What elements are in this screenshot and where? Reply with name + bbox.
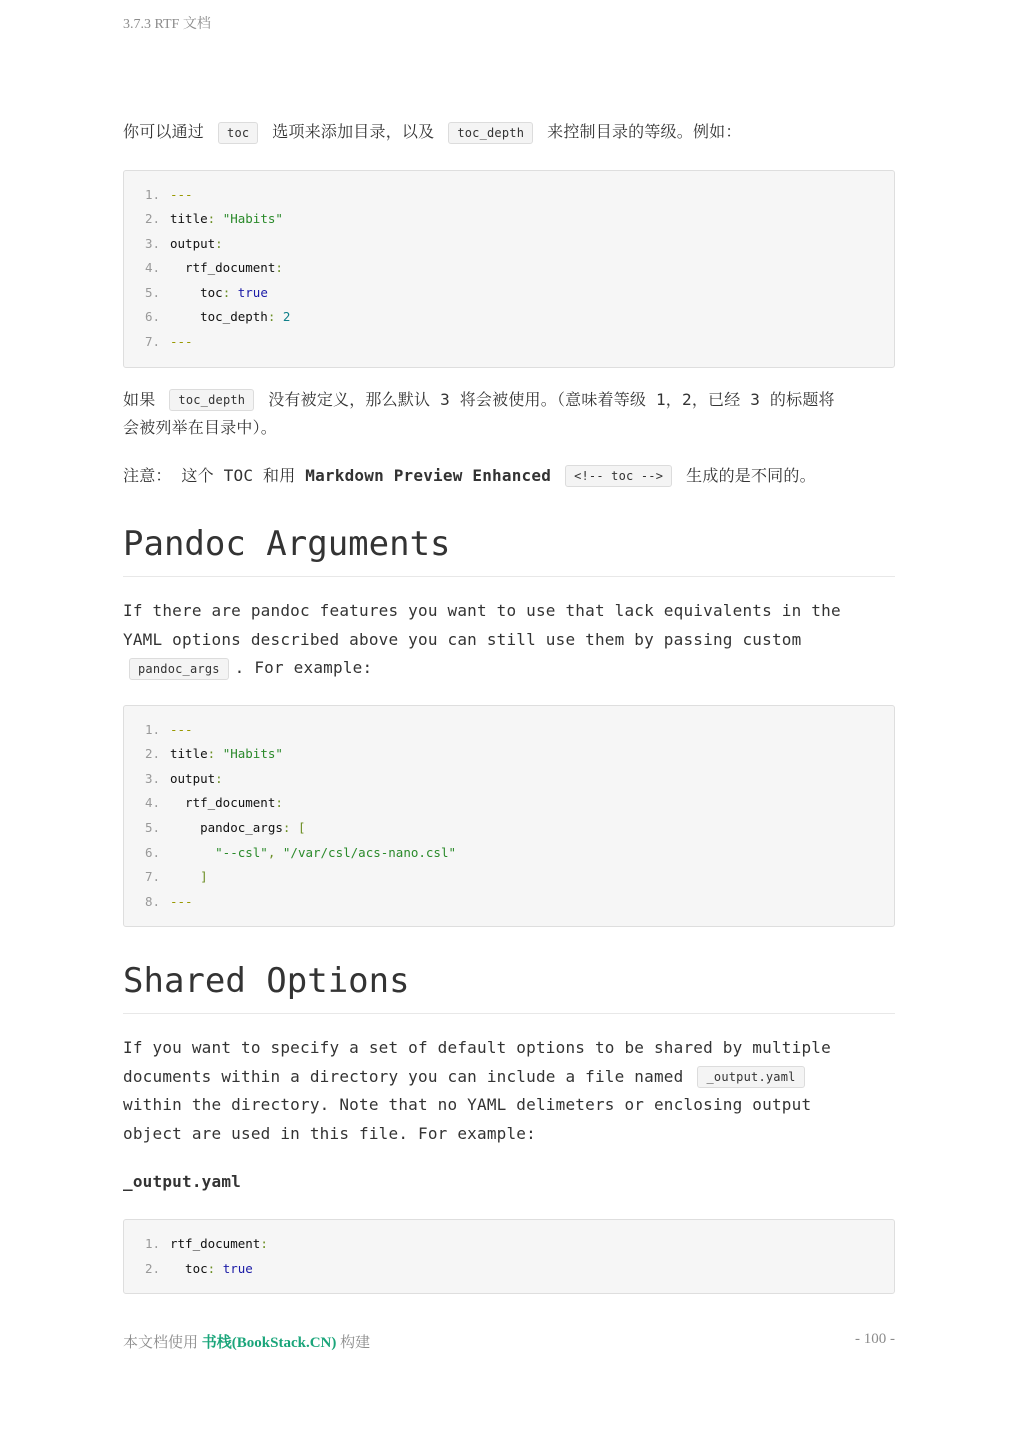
code-token — [170, 841, 215, 866]
code-token: rtf_document — [170, 1235, 261, 1251]
code-token: : — [275, 795, 283, 811]
code-token: : — [215, 235, 223, 251]
text: 你可以通过 — [123, 122, 205, 141]
inline-code: _output.yaml — [697, 1066, 804, 1088]
line-number: 1. — [144, 1235, 160, 1251]
heading-shared-options: Shared Options — [123, 961, 895, 1014]
text: 生成的是不同的。 — [686, 465, 816, 485]
text: object are used in this file. For example: — [123, 1123, 536, 1143]
bold-text: Markdown Preview Enhanced — [305, 465, 552, 485]
paragraph-toc-depth — [123, 386, 895, 443]
code-token: output — [170, 770, 216, 786]
code-block — [123, 705, 895, 928]
code-line — [124, 718, 894, 743]
code-token: true — [237, 284, 268, 300]
inline-code: pandoc_args — [129, 658, 229, 680]
paragraph-toc-intro — [123, 118, 895, 147]
line-number: 7. — [144, 869, 160, 885]
code-line — [124, 816, 894, 841]
code-line — [124, 767, 894, 792]
text: 会被列举在目录中）。 — [123, 418, 278, 438]
code-block — [123, 1219, 895, 1294]
text: 如果 — [123, 389, 156, 409]
code-token — [170, 865, 200, 890]
code-line — [124, 865, 894, 890]
code-token: ] — [200, 869, 208, 885]
code-token: : — [222, 284, 238, 300]
code-token: : — [215, 770, 223, 786]
code-token: 2 — [282, 309, 291, 325]
inline-code: toc_depth — [169, 389, 254, 411]
code-line — [124, 1232, 894, 1257]
code-token: toc_depth — [170, 309, 268, 325]
document-content — [123, 118, 895, 1294]
page-header: 3.7.3 RTF 文档 — [123, 17, 211, 32]
code-token: toc — [170, 1260, 208, 1276]
code-token: pandoc_args — [170, 820, 283, 836]
paragraph-pandoc-args — [123, 597, 895, 683]
code-token: : — [207, 1260, 223, 1276]
line-number: 2. — [144, 746, 160, 762]
code-token: "--csl" — [215, 844, 268, 860]
line-number: 3. — [144, 235, 160, 251]
line-number: 3. — [144, 770, 160, 786]
code-line — [124, 330, 894, 355]
code-token: toc — [170, 284, 223, 300]
line-number: 8. — [144, 893, 160, 909]
code-token: "Habits" — [222, 746, 283, 762]
line-number: 6. — [144, 844, 160, 860]
inline-code: toc — [218, 122, 258, 144]
text: If you want to specify a set of default options to be shared by multiple — [123, 1038, 831, 1058]
code-token: : — [260, 1235, 268, 1251]
line-number: 7. — [144, 334, 160, 350]
text: 没有被定义，那么默认 3 将会被使用。（意味着等级 1，2，已经 3 的标题将 — [268, 389, 835, 409]
code-token: rtf_document — [170, 260, 276, 276]
code-token: , — [267, 844, 283, 860]
code-token: : — [207, 211, 223, 227]
line-number: 2. — [144, 1260, 160, 1276]
code-token: --- — [170, 186, 193, 202]
code-token: --- — [170, 893, 193, 909]
line-number: 6. — [144, 309, 160, 325]
line-number: 5. — [144, 284, 160, 300]
code-line — [124, 841, 894, 866]
code-line — [124, 207, 894, 232]
code-token: "Habits" — [222, 211, 283, 227]
code-token: : [ — [282, 820, 306, 836]
text: If there are pandoc features you want to use that lack equivalents in the — [123, 601, 841, 621]
code-line — [124, 281, 894, 306]
paragraph-note — [123, 462, 895, 491]
footer-text: 构建 — [336, 1335, 371, 1351]
code-token: "/var/csl/acs-nano.csl" — [282, 844, 456, 860]
text: documents within a directory you can include a file named — [123, 1066, 684, 1086]
line-number: 5. — [144, 820, 160, 836]
code-line — [124, 890, 894, 915]
text: YAML options described above you can still use them by passing custom — [123, 629, 802, 649]
code-line — [124, 183, 894, 208]
text: within the directory. Note that no YAML delimeters or enclosing output — [123, 1095, 812, 1115]
code-line — [124, 232, 894, 257]
text: . For example: — [234, 658, 373, 678]
line-number: 2. — [144, 211, 160, 227]
line-number: 4. — [144, 795, 160, 811]
page-footer-credit — [123, 1331, 370, 1352]
text: 选项来添加目录，以及 — [272, 122, 435, 141]
code-token: title — [170, 746, 208, 762]
inline-code: toc_depth — [448, 122, 533, 144]
code-line — [124, 256, 894, 281]
line-number: 4. — [144, 260, 160, 276]
filename-label: _output.yaml — [123, 1172, 241, 1192]
code-token: rtf_document — [170, 795, 276, 811]
code-line — [124, 305, 894, 330]
code-token: : — [207, 746, 223, 762]
line-number: 1. — [144, 186, 160, 202]
footer-brand-link[interactable]: 书栈(BookStack.CN) — [201, 1335, 337, 1351]
code-block — [123, 170, 895, 368]
code-token: --- — [170, 334, 193, 350]
code-token: title — [170, 211, 208, 227]
code-line — [124, 1257, 894, 1282]
code-line — [124, 742, 894, 767]
page-number: - 100 - — [855, 1331, 895, 1347]
code-token: : — [275, 260, 283, 276]
inline-code: <!-- toc --> — [565, 465, 672, 487]
paragraph-shared-options — [123, 1034, 895, 1148]
code-token: --- — [170, 721, 193, 737]
text: 注意： 这个 TOC 和用 — [123, 465, 306, 485]
text: 来控制目录的等级。例如： — [547, 122, 742, 141]
code-token: output — [170, 235, 216, 251]
code-line — [124, 791, 894, 816]
footer-text: 本文档使用 — [123, 1335, 202, 1351]
heading-pandoc-arguments: Pandoc Arguments — [123, 524, 895, 577]
code-token: : — [267, 309, 283, 325]
line-number: 1. — [144, 721, 160, 737]
code-token: true — [222, 1260, 253, 1276]
